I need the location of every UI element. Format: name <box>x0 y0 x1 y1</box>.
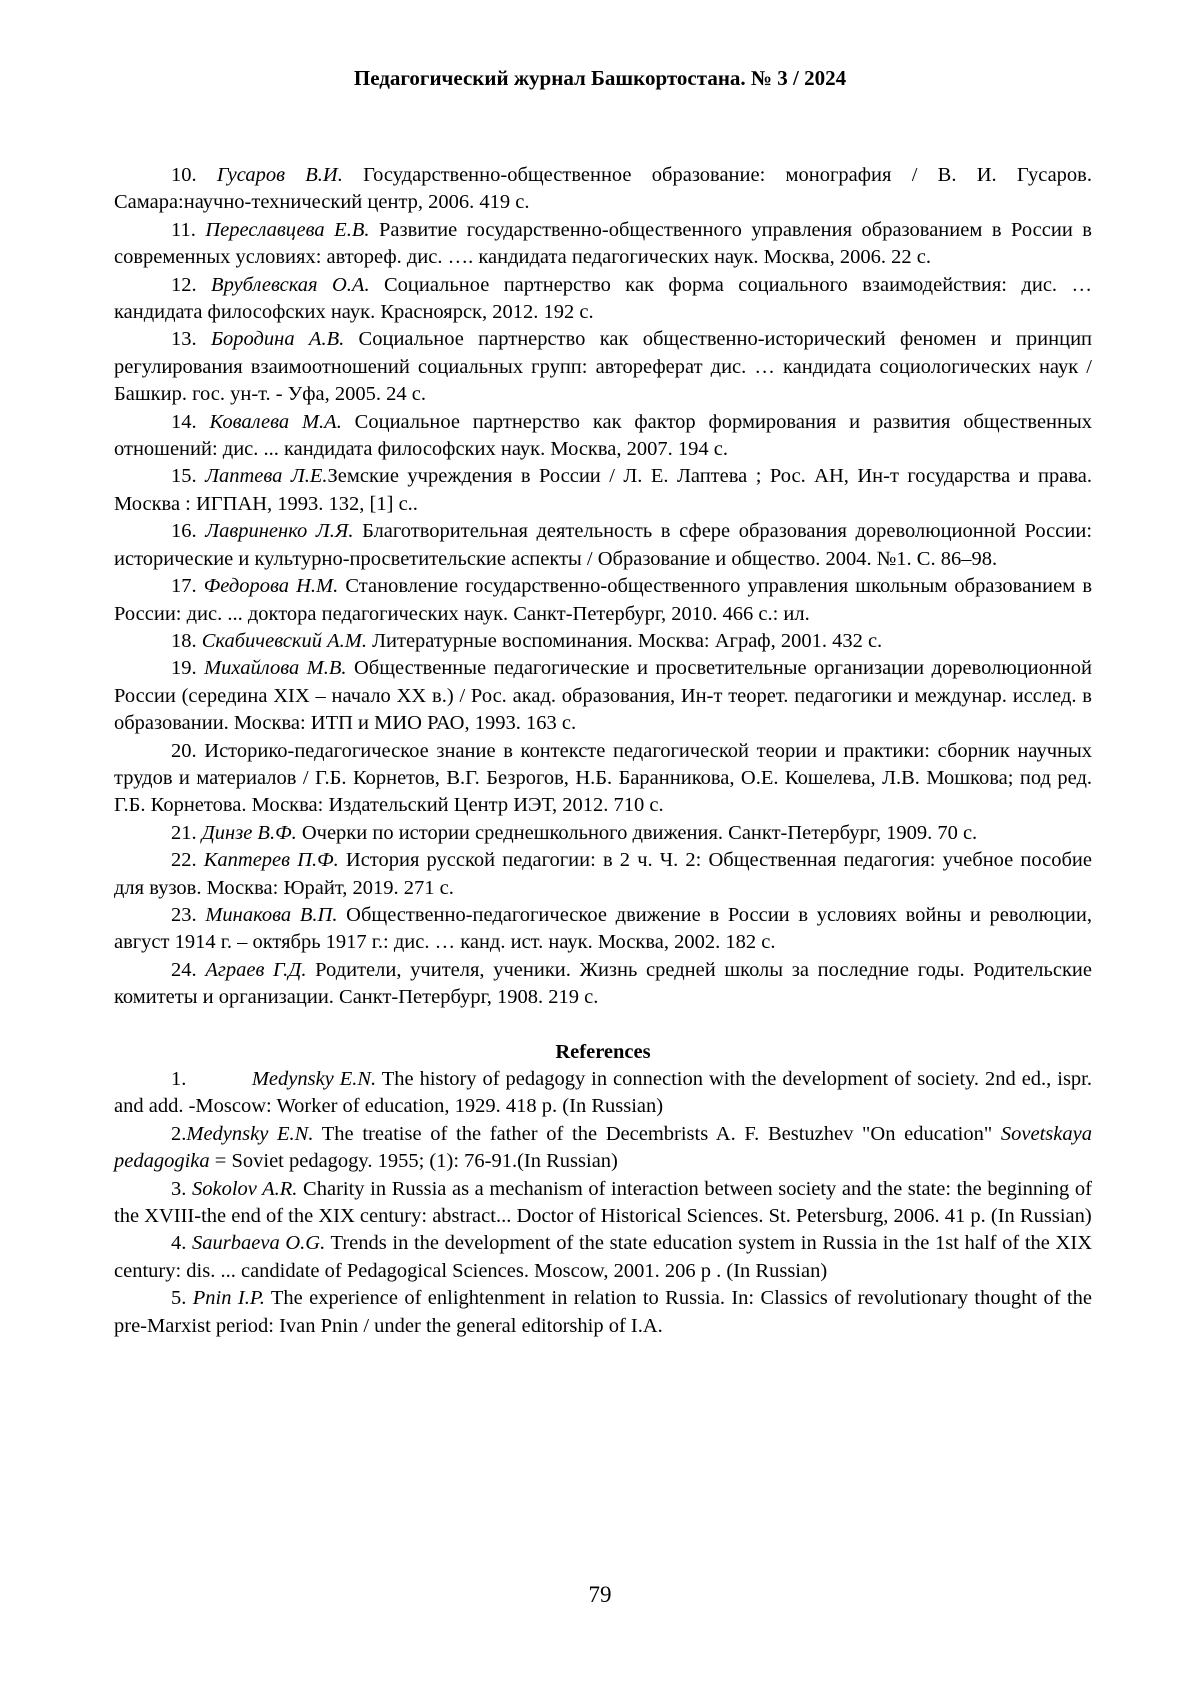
entry-author: Аграев Г.Д. <box>205 958 307 981</box>
entry-number: 1. <box>171 1068 252 1090</box>
reference-entry <box>114 1230 1092 1285</box>
entry-number: 16. <box>171 520 206 543</box>
entry-tail: = Soviet pedagogy. 1955; (1): 76-91.(In Russian) <box>209 1150 618 1173</box>
entry-text: Становление государственно-общественного управления школьным образованием в России: дис. ... доктора педагогических наук. Санкт-Петербург, 2010. 466 с.: ил. <box>114 575 1092 625</box>
entry-author: Лаптева Л.Е. <box>205 465 328 488</box>
entry-number: 2. <box>171 1122 187 1145</box>
entry-text: Родители, учителя, ученики. Жизнь средней школы за последние годы. Родительские комитеты и организации. Санкт-Петербург, 1908. 219 с. <box>114 958 1092 1009</box>
entry-number: 5. <box>171 1287 193 1310</box>
entry-text: The treatise of the father of the Decembrists A. F. Bestuzhev "On education" <box>313 1122 1001 1145</box>
entry-number: 21. <box>171 821 202 844</box>
entry-number: 12. <box>171 273 212 296</box>
bibliography-entry <box>114 162 1092 217</box>
entry-text: Социальное партнерство как форма социального взаимодействия: дис. … кандидата философских наук. Красноярск, 2012. 192 с. <box>114 273 1092 324</box>
entry-text: Социальное партнерство как фактор формирования и развития общественных отношений: дис. ... кандидата философских наук. Москва, 2007. 194 с. <box>114 410 1093 461</box>
bibliography-entry <box>114 655 1092 737</box>
entry-author: Федорова Н.М. <box>203 575 339 598</box>
entry-journal: Sovetskaya pedagogika <box>114 1122 1092 1173</box>
entry-text: Государственно-общественное образование: монография / В. И. Гусаров. Самара:научно-технический центр, 2006. 419 с. <box>114 164 1092 214</box>
references-list <box>114 1066 1092 1340</box>
bibliography-entry <box>114 518 1092 573</box>
entry-number: 11. <box>171 218 206 241</box>
entry-number: 15. <box>171 465 206 488</box>
entry-text: Историко-педагогическое знание в контексте педагогической теории и практики: сборник научных трудов и материалов / Г.Б. Корнетов, В.Г. Безрогов, Н.Б. Баранникова, О.Е. Кошелева, Л.В. Мошкова; под ред. Г.Б. Корнетова. Москва: Издательский Центр ИЭТ, 2012. 710 с. <box>114 739 1093 817</box>
entry-author: Лавриненко Л.Я. <box>205 520 354 543</box>
entry-author: Sokolov A.R. <box>192 1177 298 1200</box>
entry-author: Врублевская О.А. <box>211 273 370 296</box>
reference-entry <box>114 1066 1092 1121</box>
entry-number: 13. <box>171 328 211 351</box>
entry-text: Очерки по истории среднешкольного движения. Санкт-Петербург, 1909. 70 с. <box>296 821 978 844</box>
entry-text: Развитие государственно-общественного управления образованием в России в современных условиях: автореф. дис. …. кандидата педагогических наук. Москва, 2006. 22 с. <box>114 218 1092 269</box>
entry-text: Charity in Russia as a mechanism of interaction between society and the state: the beginning of the XVIII-the end of the XIX century: abstract... Doctor of Historical Sciences. St. Petersburg, 2006. 41 p. (In Russian) <box>114 1177 1093 1228</box>
bibliography-entry <box>114 957 1092 1012</box>
entry-number: 24. <box>171 958 206 981</box>
bibliography-entry <box>114 847 1092 902</box>
references-heading: References <box>555 1040 651 1063</box>
reference-entry <box>114 1176 1092 1231</box>
entry-number: 4. <box>171 1232 193 1255</box>
entry-author: Гусаров В.И. <box>216 164 343 186</box>
bibliography-list <box>114 162 1092 1012</box>
entry-author: Saurbaeva O.G. <box>192 1232 326 1255</box>
bibliography-entry <box>114 573 1092 628</box>
entry-text: Trends in the development of the state education system in Russia in the 1st half of the XIX century: dis. ... candidate of Pedagogical Sciences. Moscow, 2001. 206 p . (In Russian) <box>114 1232 1092 1282</box>
entry-number: 17. <box>171 575 204 598</box>
reference-entry <box>114 1285 1092 1340</box>
entry-text: Литературные воспоминания. Москва: Аграф, 2001. 432 с. <box>366 629 883 652</box>
entry-author: Medynsky E.N. <box>251 1068 377 1090</box>
bibliography-entry <box>114 326 1092 408</box>
entry-author: Минакова В.П. <box>205 903 338 926</box>
entry-author: Medynsky E.N. <box>186 1122 314 1145</box>
entry-number: 14. <box>171 410 210 433</box>
entry-author: Михайлова М.В. <box>204 657 347 680</box>
entry-number: 19. <box>171 657 205 680</box>
entry-author: Бородина А.В. <box>210 328 345 351</box>
page-number: 79 <box>588 1582 612 1607</box>
entry-author: Ковалева М.А. <box>209 410 342 433</box>
bibliography-entry <box>114 272 1092 327</box>
page-body <box>114 162 1092 1340</box>
entry-text: Общественно-педагогическое движение в России в условиях войны и революции, август 1914 г. – октябрь 1917 г.: дис. … канд. ист. наук. Москва, 2002. 182 с. <box>114 903 1092 954</box>
bibliography-entry <box>114 820 1092 847</box>
bibliography-entry <box>114 738 1092 820</box>
entry-author: Каптерев П.Ф. <box>203 849 339 872</box>
entry-text: The experience of enlightenment in relation to Russia. In: Classics of revolutionary thought of the pre-Marxist period: Ivan Pnin / under the general editorship of I.A. <box>114 1287 1092 1337</box>
entry-text: Общественные педагогические и просветительные организации дореволюционной России (середина XIX – начало XX в.) / Рос. акад. образования, Ин-т теорет. педагогики и междунар. исслед. в образовании. Москва: ИТП и МИО РАО, 1993. 163 с. <box>114 657 1092 735</box>
bibliography-entry <box>114 902 1092 957</box>
entry-number: 3. <box>171 1177 192 1200</box>
entry-number: 18. <box>171 629 202 652</box>
entry-text: Благотворительная деятельность в сфере образования дореволюционной России: исторические и культурно-просветительские аспекты / Образование и общество. 2004. №1. С. 86–98. <box>114 520 1093 570</box>
reference-entry <box>114 1121 1092 1176</box>
entry-number: 10. <box>171 164 217 186</box>
entry-text: The history of pedagogy in connection with the development of society. 2nd ed., ispr. and add. -Moscow: Worker of education, 1929. 418 p. (In Russian) <box>114 1068 1092 1118</box>
entry-author: Переславцева Е.В. <box>205 218 370 241</box>
entry-number: 20. <box>171 739 205 762</box>
entry-text: История русской педагогии: в 2 ч. Ч. 2: Общественная педагогия: учебное пособие для вузов. Москва: Юрайт, 2019. 271 с. <box>114 849 1092 899</box>
journal-running-head: Педагогический журнал Башкортостана. № 3 / 2024 <box>353 66 847 90</box>
entry-author: Динзе В.Ф. <box>201 821 297 844</box>
bibliography-entry <box>114 463 1092 518</box>
entry-text: Социальное партнерство как общественно-исторический феномен и принцип регулирования взаимоотношений социальных групп: автореферат дис. … кандидата социологических наук / Башкир. гос. ун-т. - Уфа, 2005. 24 с. <box>114 328 1093 406</box>
entry-number: 23. <box>171 903 206 926</box>
entry-text: Земские учреждения в России / Л. Е. Лаптева ; Рос. АН, Ин-т государства и права. Москва : ИГПАН, 1993. 132, [1] с.. <box>114 465 1093 515</box>
bibliography-entry <box>114 217 1092 272</box>
entry-author: Pnin I.P. <box>192 1287 265 1310</box>
entry-number: 22. <box>171 849 204 872</box>
entry-author: Скабичевский А.М. <box>201 629 367 652</box>
bibliography-entry <box>114 409 1092 464</box>
bibliography-entry <box>114 628 1092 655</box>
